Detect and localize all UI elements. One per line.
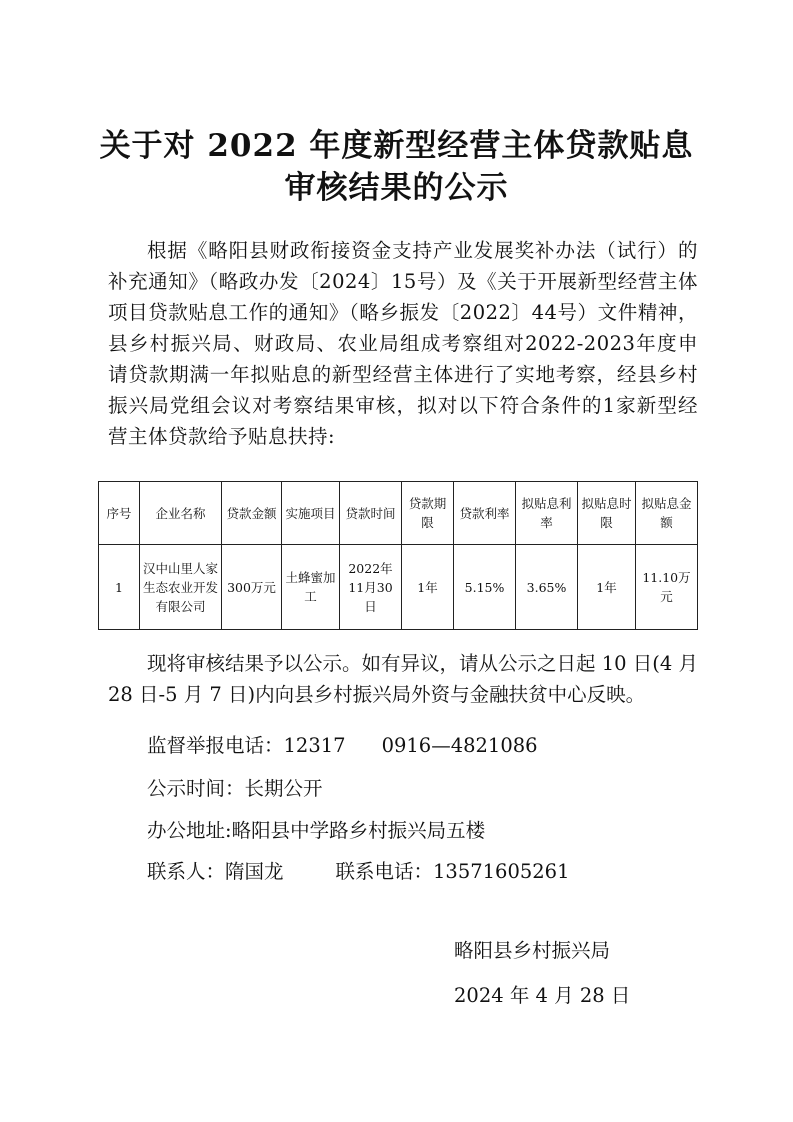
header-cell: 序号 xyxy=(99,482,140,545)
document-title-line1: 关于对 2022 年度新型经营主体贷款贴息 xyxy=(99,128,694,164)
office-address: 办公地址:略阳县中学路乡村振兴局五楼 xyxy=(147,819,486,842)
contact-line xyxy=(147,856,570,884)
header-cell: 拟贴息时限 xyxy=(578,482,636,545)
publicity-time: 公示时间：长期公开 xyxy=(147,777,323,800)
subsidy-table xyxy=(98,481,698,630)
table-cell: 汉中山里人家生态农业开发有限公司 xyxy=(140,545,222,630)
header-cell: 贷款利率 xyxy=(454,482,516,545)
contact-person: 联系人：隋国龙 xyxy=(147,860,284,883)
table-row xyxy=(99,545,698,630)
header-cell: 贷款金额 xyxy=(222,482,282,545)
header-cell: 拟贴息金额 xyxy=(636,482,698,545)
document-title-line2: 审核结果的公示 xyxy=(284,170,509,206)
header-cell: 贷款时间 xyxy=(340,482,402,545)
hotline-number-1: 12317 xyxy=(283,734,346,757)
table-cell: 土蜂蜜加工 xyxy=(282,545,340,630)
table-cell: 1年 xyxy=(578,545,636,630)
signature-org: 略阳县乡村振兴局 xyxy=(454,939,611,962)
table-header-row xyxy=(99,482,698,545)
table-cell: 5.15% xyxy=(454,545,516,630)
notice-paragraph: 现将审核结果予以公示。如有异议，请从公示之日起 10 日(4 月 28 日-5 月 7 日)内向县乡村振兴局外资与金融扶贫中心反映。 xyxy=(108,652,698,706)
signature-date: 2024 年 4 月 28 日 xyxy=(454,984,631,1007)
hotline-label: 监督举报电话： xyxy=(147,734,284,757)
table-cell: 2022年11月30日 xyxy=(340,545,402,630)
table-cell: 3.65% xyxy=(516,545,578,630)
header-cell: 贷款期限 xyxy=(402,482,454,545)
table-cell: 1年 xyxy=(402,545,454,630)
intro-paragraph: 根据《略阳县财政衔接资金支持产业发展奖补办法（试行）的补充通知》（略政办发〔2024〕15号）及《关于开展新型经营主体项目贷款贴息工作的通知》（略乡振发〔2022〕44号）文件精神，县乡村振兴局、财政局、农业局组成考察组对2022-2023年度申请贷款期满一年拟贴息的新型经营主体进行了实地考察，经县乡村振兴局党组会议对考察结果审核，拟对以下符合条件的1家新型经营主体贷款给予贴息扶持: xyxy=(108,239,698,448)
header-cell: 企业名称 xyxy=(140,482,222,545)
header-cell: 拟贴息利率 xyxy=(516,482,578,545)
hotline-number-2: 0916—4821086 xyxy=(381,734,538,757)
hotline-line xyxy=(147,730,538,758)
table-cell: 1 xyxy=(99,545,140,630)
header-cell: 实施项目 xyxy=(282,482,340,545)
contact-phone: 联系电话：13571605261 xyxy=(335,860,570,883)
table-cell: 300万元 xyxy=(222,545,282,630)
table-cell: 11.10万元 xyxy=(636,545,698,630)
